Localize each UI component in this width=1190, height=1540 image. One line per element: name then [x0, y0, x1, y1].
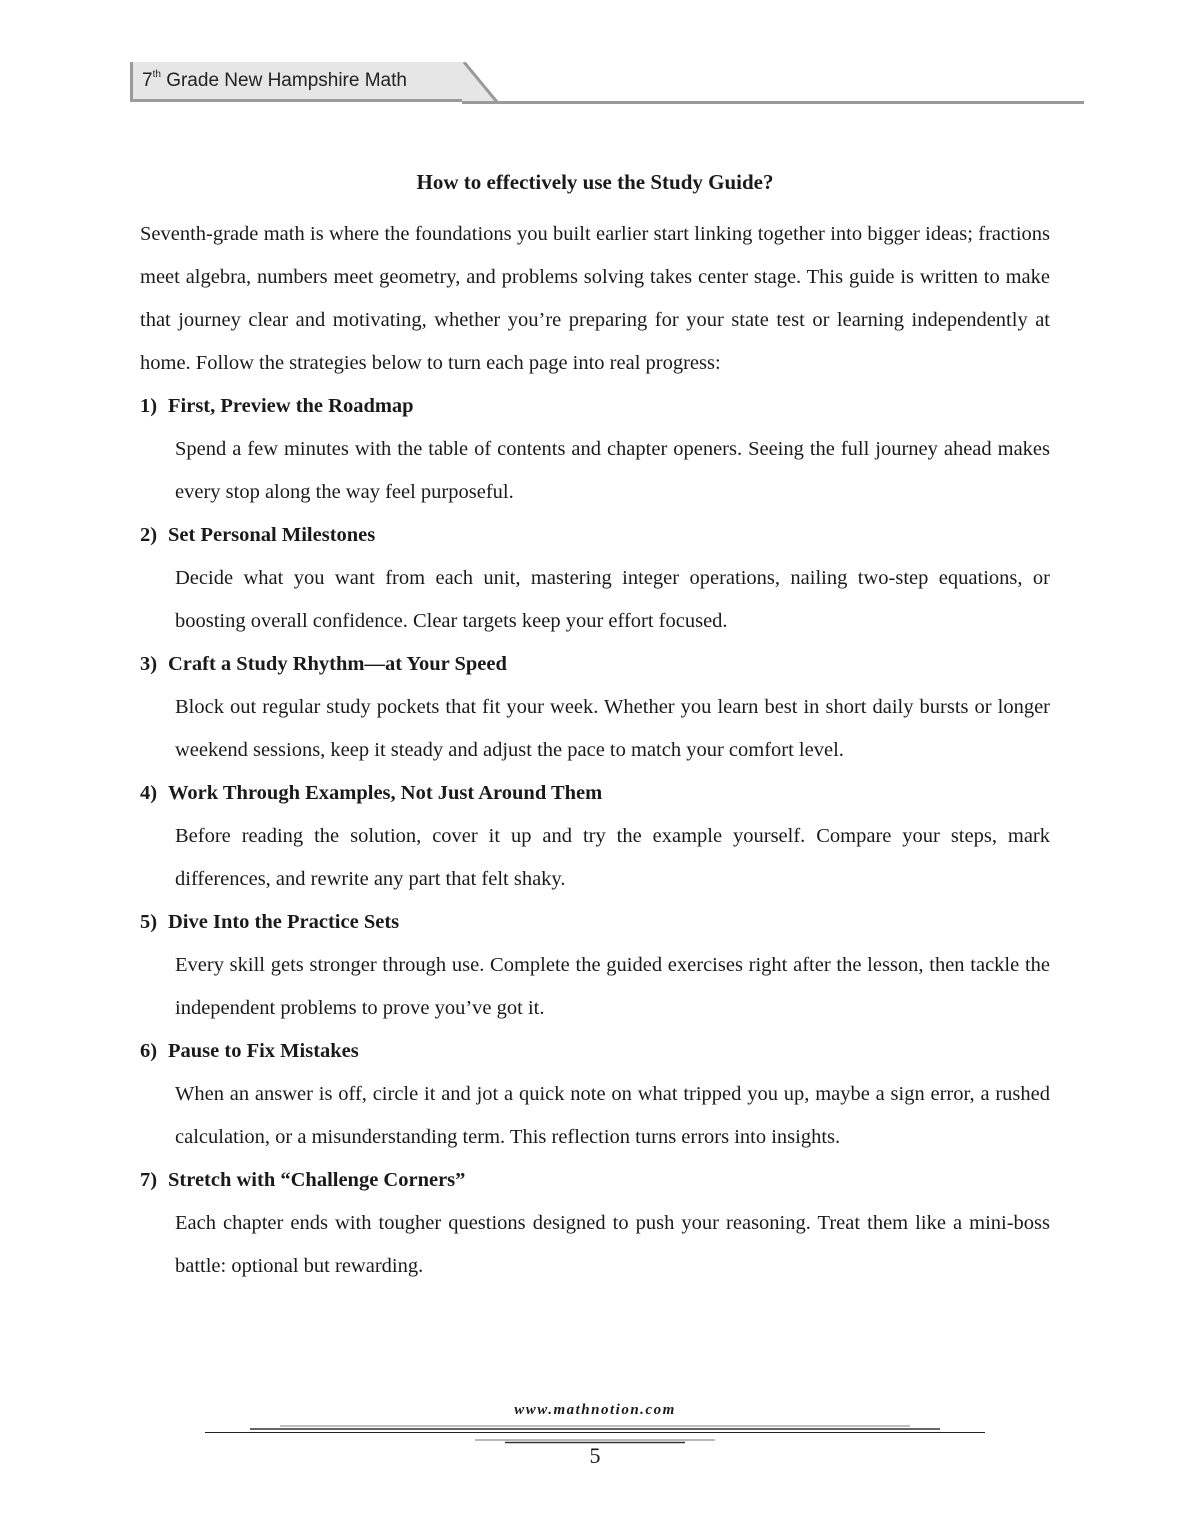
section-3 — [140, 643, 1050, 772]
section-heading — [140, 1159, 1050, 1202]
section-body: When an answer is off, circle it and jot a quick note on what tripped you up, maybe a sign error, a rushed calculation, or a misunderstanding term. This reflection turns errors into insights. — [175, 1083, 1050, 1148]
page-number: 5 — [589, 1443, 601, 1468]
section-heading — [140, 1030, 1050, 1073]
section-title: Set Personal Milestones — [168, 524, 376, 546]
header-title-text: Grade New Hampshire Math — [160, 70, 407, 91]
section-title: First, Preview the Roadmap — [168, 395, 414, 417]
section-number: 6) — [140, 1040, 158, 1062]
section-heading — [140, 772, 1050, 815]
section-title: Stretch with “Challenge Corners” — [168, 1169, 466, 1191]
section-heading — [140, 514, 1050, 557]
section-6 — [140, 1030, 1050, 1159]
section-heading — [140, 901, 1050, 944]
footer-website-url: www.mathnotion.com — [514, 1402, 676, 1418]
section-number: 3) — [140, 653, 158, 675]
section-number: 5) — [140, 911, 158, 933]
section-1 — [140, 385, 1050, 514]
grade-number: 7 — [142, 70, 153, 91]
section-body: Before reading the solution, cover it up and try the example yourself. Compare your steps, mark differences, and rewrite any part that felt shaky. — [175, 825, 1050, 890]
section-4 — [140, 772, 1050, 901]
section-number: 1) — [140, 395, 158, 417]
section-number: 2) — [140, 524, 158, 546]
section-number: 7) — [140, 1169, 158, 1191]
section-body: Spend a few minutes with the table of contents and chapter openers. Seeing the full journey ahead makes every stop along the way feel purposeful. — [175, 438, 1050, 503]
running-header — [142, 70, 407, 92]
header-tab-slant — [462, 62, 502, 105]
intro-paragraph: Seventh-grade math is where the foundations you built earlier start linking together into bigger ideas; fractions meet algebra, numbers meet geometry, and problems solving takes center stage. This guide is written to make that journey clear and motivating, whether you’re preparing for your state test or learning independently at home. Follow the strategies below to turn each page into real progress: — [140, 223, 1050, 374]
section-number: 4) — [140, 782, 158, 804]
header-rule — [494, 101, 1084, 104]
main-content — [140, 213, 1050, 1288]
section-body: Block out regular study pockets that fit your week. Whether you learn best in short daily bursts or longer weekend sessions, keep it steady and adjust the pace to match your comfort level. — [175, 696, 1050, 761]
section-title: Craft a Study Rhythm—at Your Speed — [168, 653, 507, 675]
section-7 — [140, 1159, 1050, 1288]
page-title: How to effectively use the Study Guide? — [416, 170, 774, 194]
section-heading — [140, 643, 1050, 686]
section-5 — [140, 901, 1050, 1030]
section-2 — [140, 514, 1050, 643]
section-title: Pause to Fix Mistakes — [168, 1040, 359, 1062]
section-body: Every skill gets stronger through use. Complete the guided exercises right after the lesson, then tackle the independent problems to prove you’ve got it. — [175, 954, 1050, 1019]
section-title: Dive Into the Practice Sets — [168, 911, 400, 933]
section-body: Decide what you want from each unit, mastering integer operations, nailing two-step equations, or boosting overall confidence. Clear targets keep your effort focused. — [175, 567, 1050, 632]
section-body: Each chapter ends with tougher questions designed to push your reasoning. Treat them like a mini-boss battle: optional but rewarding. — [175, 1212, 1050, 1277]
grade-suffix: th — [152, 68, 161, 80]
section-title: Work Through Examples, Not Just Around Them — [168, 782, 603, 804]
section-heading — [140, 385, 1050, 428]
